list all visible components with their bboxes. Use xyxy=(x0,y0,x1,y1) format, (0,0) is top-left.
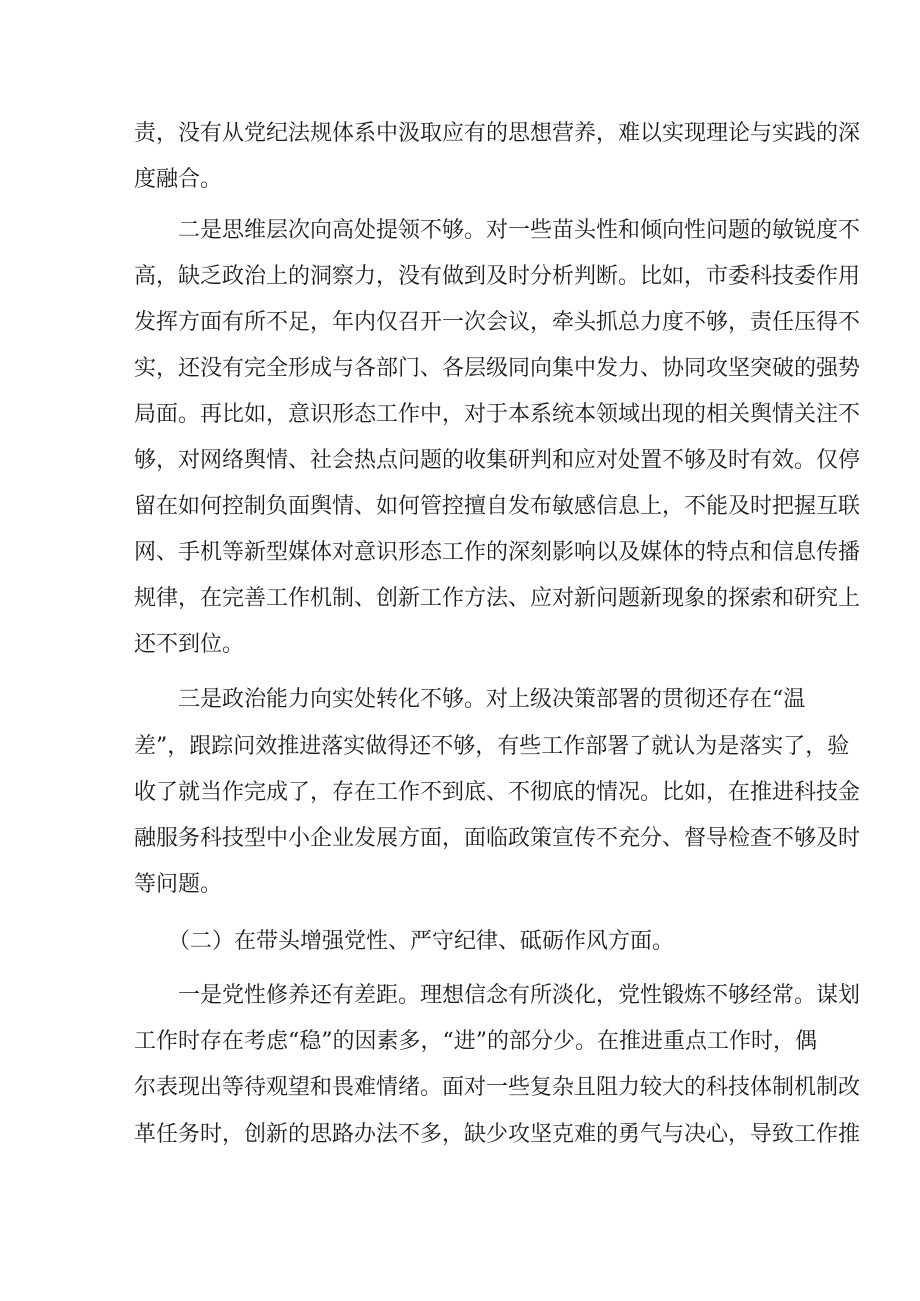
paragraph-line: 工作时存在考虑“稳”的因素多，“进”的部分少。在推进重点工作时，偶 xyxy=(134,1029,817,1054)
paragraph-line: 度融合。 xyxy=(134,167,223,192)
paragraph-line: 等问题。 xyxy=(134,872,223,897)
paragraph-line: 二是思维层次向高处提领不够。对一些苗头性和倾向性问题的敏锐度不 xyxy=(178,218,861,243)
paragraph-line: 网、手机等新型媒体对意识形态工作的深刻影响以及媒体的特点和信息传播 xyxy=(134,540,861,565)
paragraph-line: 高，缺乏政治上的洞察力，没有做到及时分析判断。比如，市委科技委作用 xyxy=(134,264,861,289)
paragraph-line: 够，对网络舆情、社会热点问题的收集研判和应对处置不够及时有效。仅停 xyxy=(134,448,861,473)
paragraph-line: 留在如何控制负面舆情、如何管控擅自发布敏感信息上，不能及时把握互联 xyxy=(134,494,861,519)
paragraph-line: 还不到位。 xyxy=(134,632,245,657)
paragraph-line: 收了就当作完成了，存在工作不到底、不彻底的情况。比如，在推进科技金 xyxy=(134,780,861,805)
paragraph-line: 革任务时，创新的思路办法不多，缺少攻坚克难的勇气与决心，导致工作推 xyxy=(134,1122,861,1147)
paragraph-line: 实，还没有完全形成与各部门、各层级同向集中发力、协同攻坚突破的强势 xyxy=(134,356,861,381)
paragraph-line: 责，没有从党纪法规体系中汲取应有的思想营养，难以实现理论与实践的深 xyxy=(134,121,861,146)
paragraph-line: 局面。再比如，意识形态工作中，对于本系统本领域出现的相关舆情关注不 xyxy=(134,402,861,427)
paragraph-line: 差”，跟踪问效推进落实做得还不够，有些工作部署了就认为是落实了，验 xyxy=(134,734,850,759)
paragraph-line: 一是党性修养还有差距。理想信念有所淡化，党性锻炼不够经常。谋划 xyxy=(178,983,861,1008)
paragraph-line: 发挥方面有所不足，年内仅召开一次会议，牵头抓总力度不够，责任压得不 xyxy=(134,310,861,335)
paragraph-line: 规律，在完善工作机制、创新工作方法、应对新问题新现象的探索和研究上 xyxy=(134,586,861,611)
paragraph-line: 尔表现出等待观望和畏难情绪。面对一些复杂且阻力较大的科技体制机制改 xyxy=(134,1075,861,1100)
section-heading: （二）在带头增强党性、严守纪律、砥砺作风方面。 xyxy=(168,929,675,954)
paragraph-line: 融服务科技型中小企业发展方面，面临政策宣传不充分、督导检查不够及时 xyxy=(134,826,861,851)
paragraph-line: 三是政治能力向实处转化不够。对上级决策部署的贯彻还存在“温 xyxy=(178,687,806,712)
